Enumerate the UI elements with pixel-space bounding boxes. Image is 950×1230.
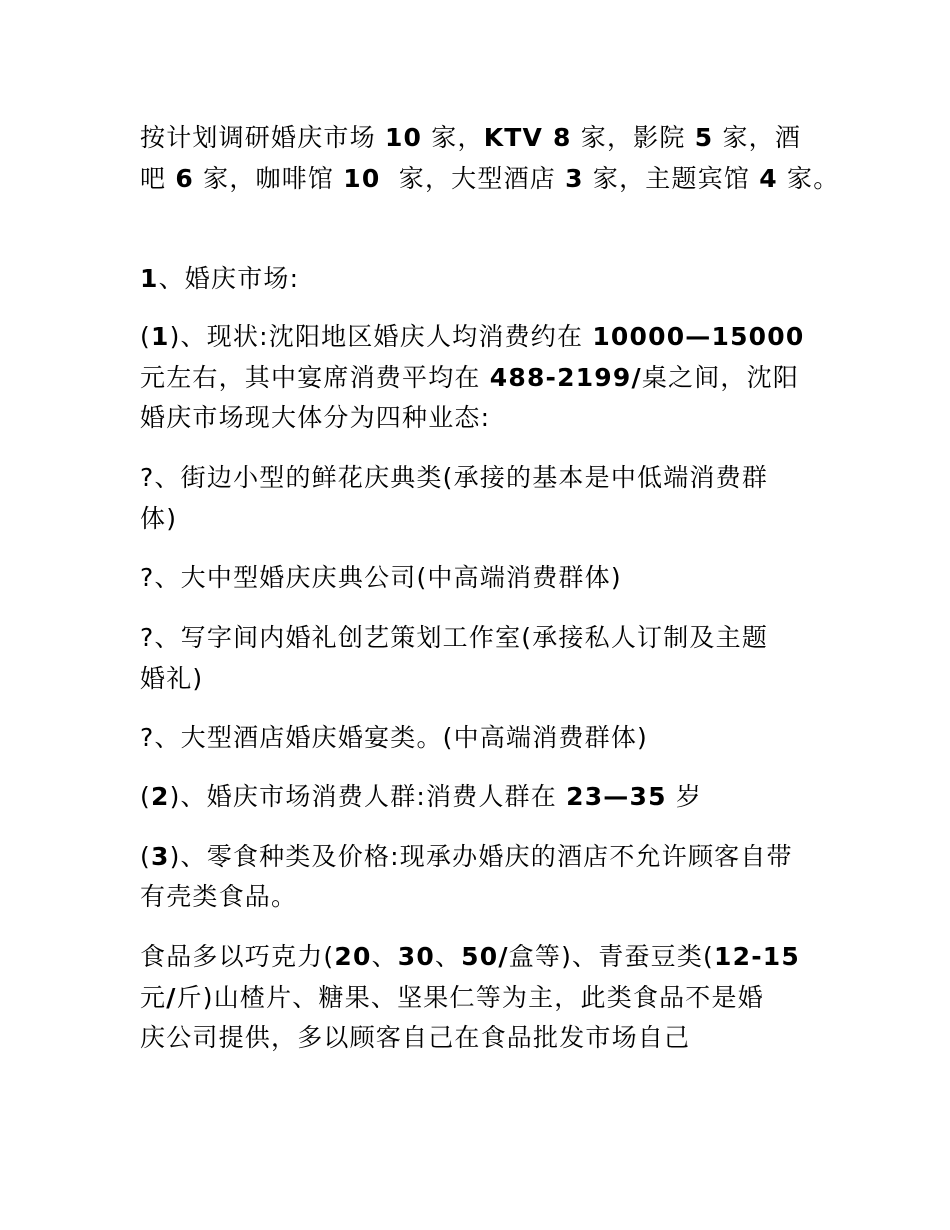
paragraph-text: 桌之间，沈阳 (641, 363, 800, 392)
bullet-3-line-2 (140, 659, 203, 699)
bullet-2 (140, 558, 622, 598)
paragraph-text: )、婚庆市场消费人群:消费人群在 (169, 782, 567, 811)
paragraph-4-line-3 (140, 1018, 690, 1058)
paragraph-text: 盒等)、青蚕豆类( (508, 942, 715, 971)
paragraph-number: 23—35 (566, 782, 667, 811)
paragraph-text: 婚庆市场现大体分为四种业态: (140, 403, 491, 432)
paragraph-4-line-2 (140, 978, 764, 1018)
paragraph-number: 50/ (461, 942, 509, 971)
paragraph-number: 10000—15000 (592, 322, 805, 351)
paragraph-number: 12-15 (714, 942, 800, 971)
paragraph-3-line-1 (140, 837, 793, 877)
intro-text: 家，酒 (713, 123, 802, 152)
paragraph-text: 元 (140, 983, 167, 1012)
paragraph-number: 20 (334, 942, 372, 971)
item-number: 2 (150, 782, 170, 811)
bullet-text: 体) (140, 504, 178, 533)
paragraph-3-line-2 (140, 877, 297, 917)
paragraph-1-line-3 (140, 398, 490, 438)
paragraph-1-line-2 (140, 358, 799, 398)
intro-number: 6 (175, 164, 194, 193)
paragraph-text: 、 (434, 942, 462, 971)
section-heading (140, 259, 299, 299)
paren-open: ( (140, 322, 151, 351)
paragraph-text: 岁 (666, 782, 703, 811)
bullet-text: ?、大型酒店婚庆婚宴类。(中高端消费群体) (140, 723, 648, 752)
intro-text: 按计划调研婚庆市场 (140, 123, 385, 152)
intro-line-1 (140, 118, 801, 158)
bullet-4 (140, 718, 648, 758)
section-number: 1 (140, 264, 159, 293)
paragraph-2 (140, 777, 702, 817)
paragraph-text: 庆公司提供，多以顾客自己在食品批发市场自己 (140, 1023, 691, 1052)
item-number: 1 (150, 322, 170, 351)
intro-text: 吧 (140, 164, 176, 193)
paragraph-text: 有壳类食品。 (140, 882, 298, 911)
paragraph-number: 30 (397, 942, 435, 971)
intro-number: KTV 8 (483, 123, 572, 152)
bullet-text: 婚礼) (140, 664, 204, 693)
paren-open: ( (140, 782, 151, 811)
bullet-3-line-1 (140, 618, 768, 658)
intro-number: 4 (759, 164, 778, 193)
bullet-text: ?、大中型婚庆庆典公司(中高端消费群体) (140, 563, 622, 592)
paragraph-number: 488-2199/ (489, 363, 642, 392)
intro-text: 家， (422, 123, 484, 152)
intro-number: 10 (343, 164, 381, 193)
intro-number: 10 (384, 123, 423, 152)
paragraph-4-line-1 (140, 937, 800, 977)
paragraph-text: 元左右，其中宴席消费平均在 (140, 363, 490, 392)
paragraph-text: )、零食种类及价格:现承办婚庆的酒店不允许顾客自带 (169, 842, 793, 871)
intro-text: 家，咖啡馆 (193, 164, 344, 193)
bullet-text: ?、街边小型的鲜花庆典类(承接的基本是中低端消费群 (140, 463, 769, 492)
paragraph-1-line-1 (140, 317, 804, 357)
paren-open: ( (140, 842, 151, 871)
paragraph-number: / (166, 983, 177, 1012)
intro-text: 家，主题宾馆 (583, 164, 760, 193)
paragraph-text: 、 (371, 942, 398, 971)
paragraph-text: 食品多以巧克力( (140, 942, 335, 971)
paragraph-text: 斤)山楂片、糖果、坚果仁等为主，此类食品不是婚 (176, 983, 764, 1012)
intro-text: 家，大型酒店 (380, 164, 566, 193)
intro-text: 家，影院 (571, 123, 695, 152)
item-number: 3 (150, 842, 170, 871)
section-title: 、婚庆市场: (158, 264, 300, 293)
bullet-1-line-2 (140, 499, 177, 539)
bullet-text: ?、写字间内婚礼创艺策划工作室(承接私人订制及主题 (140, 623, 769, 652)
paragraph-text: )、现状:沈阳地区婚庆人均消费约在 (169, 322, 593, 351)
intro-number: 3 (565, 164, 584, 193)
intro-number: 5 (694, 123, 714, 152)
intro-line-2 (140, 159, 839, 199)
intro-text: 家。 (777, 164, 840, 193)
bullet-1-line-1 (140, 458, 768, 498)
